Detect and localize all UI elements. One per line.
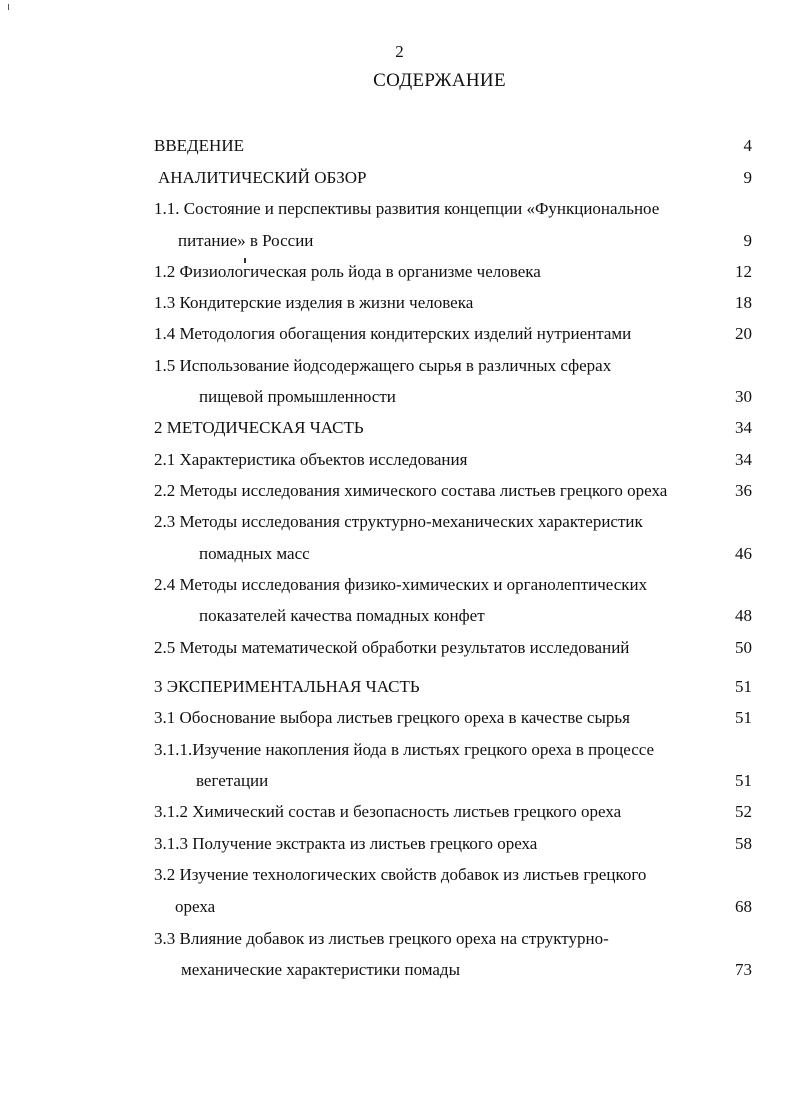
toc-entry-text: 1.2 Физиологическая роль йода в организме человека [154,262,541,281]
toc-entry-text: 2.5 Методы математической обработки результатов исследований [154,638,630,657]
toc-entry-text: ВВЕДЕНИЕ [154,136,244,155]
toc-entry-text: 3.1.3 Получение экстракта из листьев грецкого ореха [154,834,538,853]
toc-entry-page: 48 [735,606,752,625]
toc-entry-page: 46 [735,544,752,563]
toc-entry-text: 2.1 Характеристика объектов исследования [154,450,468,469]
toc-entry-page: 51 [735,708,752,727]
toc-entry-text: 3.2 Изучение технологических свойств добавок из листьев грецкого [154,865,647,884]
toc-entry-page: 12 [735,262,752,281]
toc-entry-text: 1.1. Состояние и перспективы развития концепции «Функциональное [154,199,660,218]
toc-entry-text: АНАЛИТИЧЕСКИЙ ОБЗОР [158,168,367,187]
toc-entry-page: 51 [735,771,752,790]
toc-entry-page: 36 [735,481,752,500]
toc-entry-page: 20 [735,324,752,343]
toc-entry-text: вегетации [196,771,269,790]
toc-entry-text: 2.3 Методы исследования структурно-механических характеристик [154,512,643,531]
toc-entry-page: 50 [735,638,752,657]
toc-entry-text: ореха [175,897,216,916]
page-title: СОДЕРЖАНИЕ [373,70,506,91]
toc-entry-text: 3.1.2 Химический состав и безопасность листьев грецкого ореха [154,802,622,821]
toc-entry-page: 58 [735,834,752,853]
toc-entry-text: 3.1.1.Изучение накопления йода в листьях грецкого ореха в процессе [154,740,655,759]
page-number: 2 [395,42,404,61]
toc-entry-page: 9 [743,231,752,250]
toc-entry-text: 2 МЕТОДИЧЕСКАЯ ЧАСТЬ [154,418,364,437]
toc-entry-page: 68 [735,897,752,916]
toc-entry-text: 3 ЭКСПЕРИМЕНТАЛЬНАЯ ЧАСТЬ [154,677,420,696]
toc-entry-text: пищевой промышленности [199,387,396,406]
toc-entry-text: механические характеристики помады [181,960,460,979]
toc-entry-text: показателей качества помадных конфет [199,606,485,625]
toc-entry-page: 9 [743,168,752,187]
toc-entry-page: 18 [735,293,752,312]
toc-entry-text: питание» в России [178,231,314,250]
toc-entry-text: 1.4 Методология обогащения кондитерских изделий нутриентами [154,324,632,343]
toc-entry-text: 2.4 Методы исследования физико-химических и органолептических [154,575,648,594]
toc-entry-text: 1.5 Использование йодсодержащего сырья в различных сферах [154,356,612,375]
toc-entry-page: 34 [735,450,752,469]
toc-entry-page: 73 [735,960,752,979]
toc-entry-page: 4 [743,136,752,155]
toc-entry-text: 3.1 Обоснование выбора листьев грецкого ореха в качестве сырья [154,708,630,727]
toc-entry-page: 52 [735,802,752,821]
toc-entry-text: 2.2 Методы исследования химического состава листьев грецкого ореха [154,481,668,500]
toc-entry-text: 1.3 Кондитерские изделия в жизни человека [154,293,474,312]
toc-entry-page: 30 [735,387,752,406]
toc-entry-page: 34 [735,418,752,437]
toc-entry-text: 3.3 Влияние добавок из листьев грецкого ореха на структурно- [154,929,609,948]
toc-entry-page: 51 [735,677,752,696]
toc-entry-text: помадных масс [199,544,310,563]
